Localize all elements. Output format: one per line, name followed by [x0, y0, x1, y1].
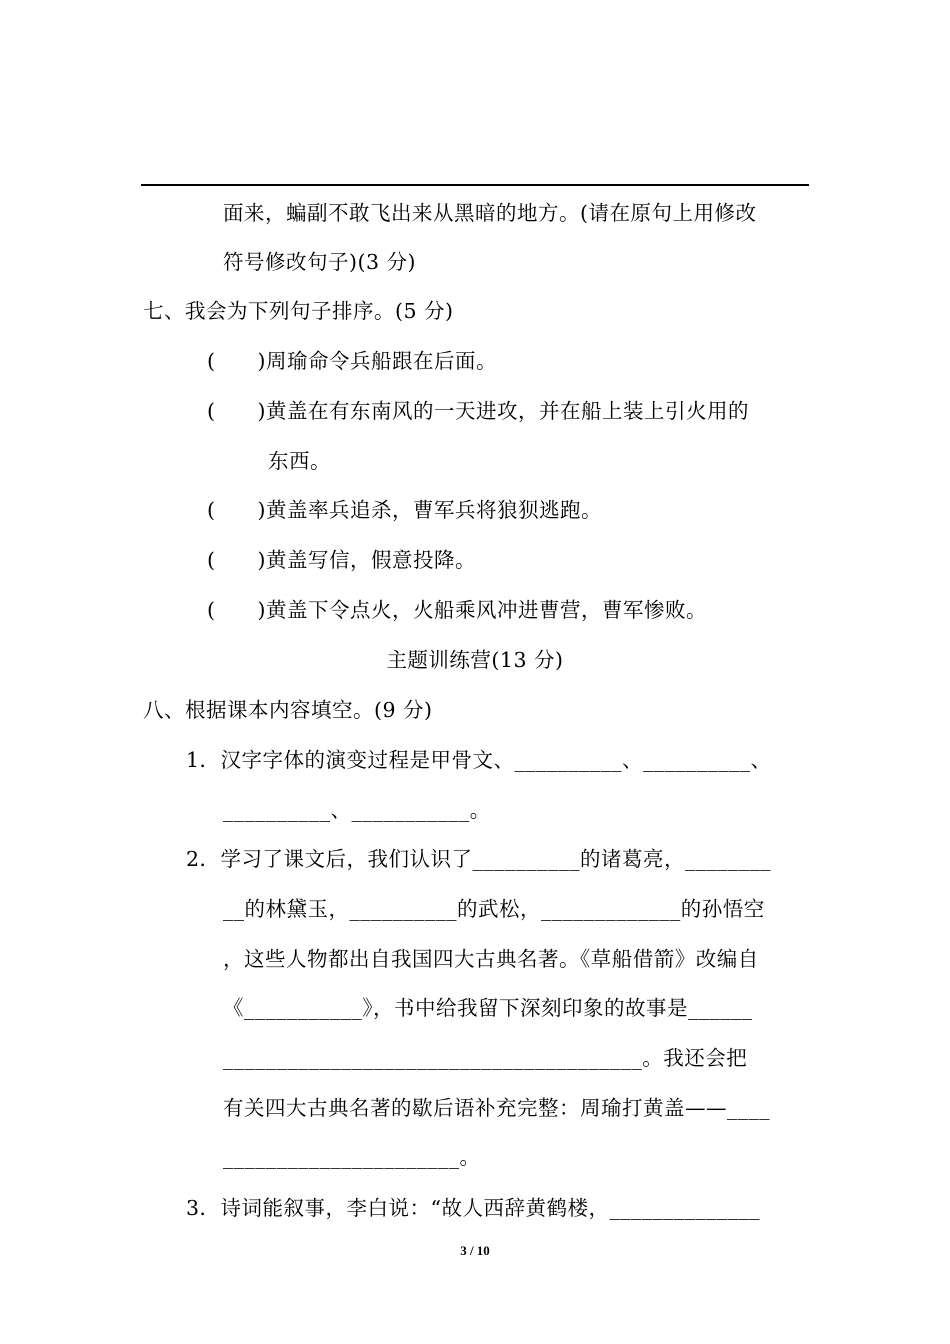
q8-1-line-1: 1．汉字字体的演变过程是甲骨文、__________、__________、 — [186, 748, 772, 772]
q8-2-line-4: 《___________》，书中给我留下深刻印象的故事是______ — [223, 996, 753, 1020]
q8-2-line-5: _______________________________________。我还会把 — [223, 1046, 748, 1070]
section-title: 主题训练营(13 分) — [386, 648, 564, 672]
q8-2-line-2: __的林黛玉，__________的武松，_____________的孙悟空 — [223, 897, 765, 921]
q8-2-line-1: 2．学习了课文后，我们认识了__________的诸葛亮，________ — [186, 847, 772, 871]
q7-item-4: ( )黄盖写信，假意投降。 — [207, 548, 476, 572]
q6-instruction-line: 符号修改句子)(3 分) — [223, 250, 417, 274]
q7-item-5: ( )黄盖下令点火，火船乘风冲进曹营，曹军惨败。 — [207, 598, 707, 622]
q8-heading: 八、根据课本内容填空。(9 分) — [143, 698, 433, 722]
q7-heading: 七、我会为下列句子排序。(5 分) — [143, 299, 454, 323]
q6-text-line: 面来，蝙副不敢飞出来从黑暗的地方。(请在原句上用修改 — [223, 201, 757, 225]
q8-2-line-6: 有关四大古典名著的歇后语补充完整：周瑜打黄盖——____ — [223, 1096, 770, 1120]
q7-item-2-cont: 东西。 — [268, 449, 331, 473]
header-rule — [141, 184, 809, 186]
q8-2-line-3: ，这些人物都出自我国四大古典名著。《草船借箭》改编自 — [223, 947, 759, 971]
q8-3-line-1: 3．诗词能叙事，李白说：“故人西辞黄鹤楼，______________ — [186, 1196, 761, 1220]
q8-1-line-2: __________、___________。 — [223, 798, 491, 822]
q7-item-1: ( )周瑜命令兵船跟在后面。 — [207, 349, 497, 373]
q7-item-3: ( )黄盖率兵追杀，曹军兵将狼狈逃跑。 — [207, 498, 602, 522]
page-number: 3 / 10 — [460, 1243, 490, 1258]
q8-2-line-7: ______________________。 — [223, 1145, 481, 1169]
q7-item-2: ( )黄盖在有东南风的一天进攻，并在船上装上引火用的 — [207, 399, 749, 423]
